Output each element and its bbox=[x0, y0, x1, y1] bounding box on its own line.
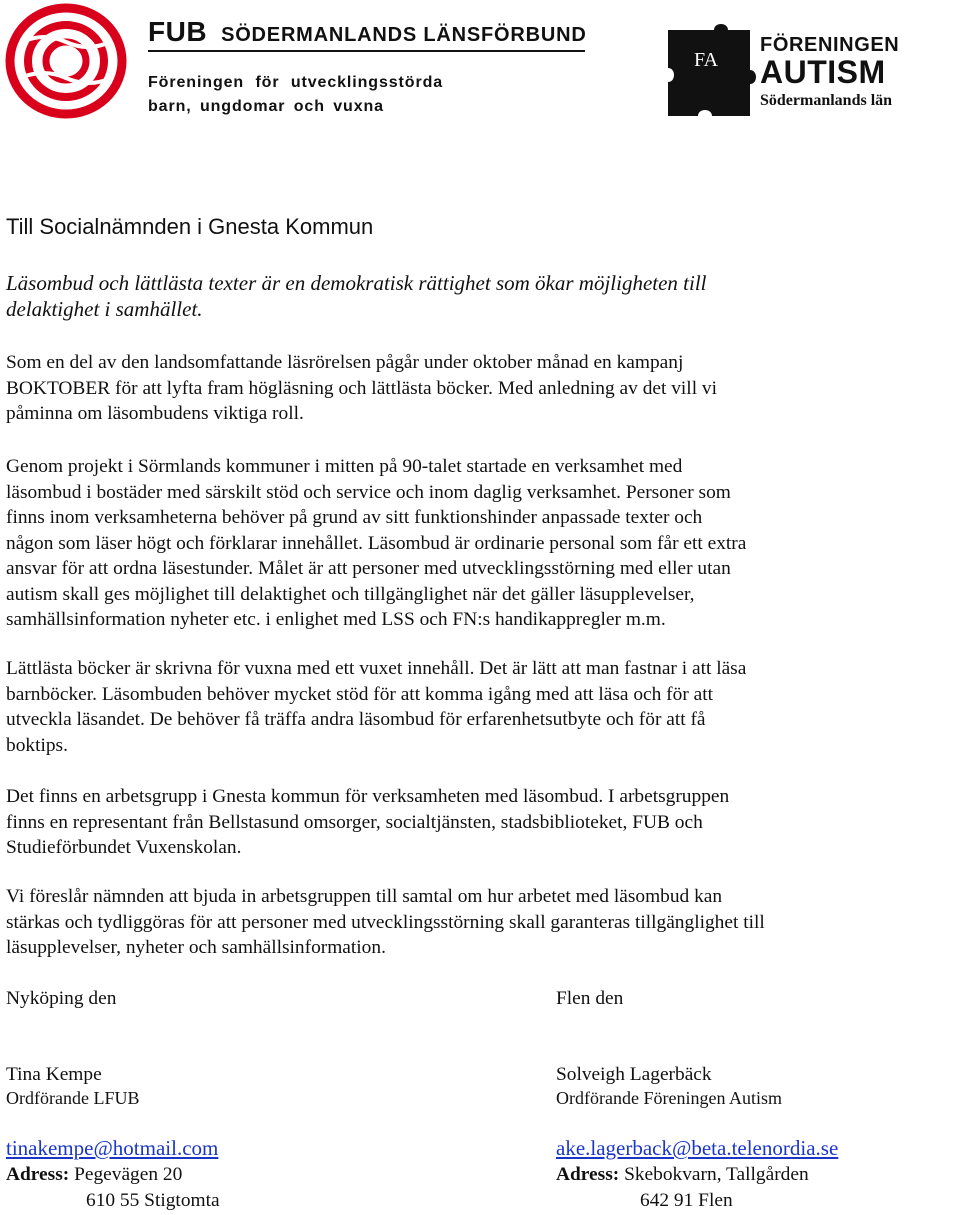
email-link-left[interactable]: tinakempe@hotmail.com bbox=[6, 1136, 219, 1160]
paragraph-line: Som en del av den landsomfattande läsrörelsen pågår under oktober månad en kampanj bbox=[6, 352, 684, 373]
address-value: Skebokvarn, Tallgården bbox=[624, 1164, 809, 1185]
paragraph-line: samhällsinformation nyheter etc. i enlighet med LSS och FN:s handikappregler m.m. bbox=[6, 609, 666, 630]
address-label: Adress: bbox=[6, 1164, 70, 1185]
fub-logo bbox=[4, 2, 128, 120]
paragraph-line: ansvar för att ordna läsestunder. Målet är att personer med utvecklingsstörning med eller utan bbox=[6, 558, 731, 579]
paragraph-line: Vi föreslår nämnden att bjuda in arbetsgruppen till samtal om hur arbetet med läsombud kan bbox=[6, 886, 723, 907]
signatory-role-left: Ordförande LFUB bbox=[6, 1088, 140, 1108]
paragraph-line: någon som läser högt och förklarar innehållet. Läsombud är ordinarie personal som får ett extra bbox=[6, 532, 747, 554]
paragraph-line: Lättlästa böcker är skrivna för vuxna med ett vuxet innehåll. Det är lätt att man fastnar i att läsa bbox=[6, 658, 747, 679]
org-tagline-line1: Föreningen för utvecklingsstörda bbox=[148, 74, 444, 91]
org-short: FUB bbox=[148, 16, 208, 47]
lead-line: Läsombud och lättlästa texter är en demokratisk rättighet som ökar möjligheten till bbox=[6, 271, 707, 295]
partner-line3: Södermanlands län bbox=[760, 92, 893, 109]
paragraph-line: Det finns en arbetsgrupp i Gnesta kommun för verksamheten med läsombud. I arbetsgruppen bbox=[6, 786, 730, 807]
zip-city-right: 642 91 Flen bbox=[640, 1190, 733, 1211]
address-label: Adress: bbox=[556, 1164, 620, 1185]
signatory-name-right: Solveigh Lagerbäck bbox=[556, 1064, 712, 1085]
paragraph-easy-read-books bbox=[6, 656, 954, 758]
address-value: Pegevägen 20 bbox=[74, 1164, 183, 1185]
paragraph-line: finns inom verksamheterna behöver på grund av sitt funktionshinder anpassade texter och bbox=[6, 507, 703, 528]
paragraph-line: boktips. bbox=[6, 734, 68, 756]
signature-place-left: Nyköping den bbox=[6, 988, 117, 1009]
paragraph-line: stärkas och tydliggöras för att personer med utvecklingsstörning skall garanteras tillgänglighet till bbox=[6, 911, 765, 933]
signature-place-right: Flen den bbox=[556, 988, 624, 1009]
paragraph-line: BOKTOBER för att lyfta fram högläsning och lättlästa böcker. Med anledning av det vill vi bbox=[6, 377, 718, 399]
recipient: Till Socialnämnden i Gnesta Kommun bbox=[6, 214, 374, 239]
signatory-name-left: Tina Kempe bbox=[6, 1064, 102, 1085]
paragraph-project bbox=[6, 454, 954, 633]
paragraph-line: utveckla läsandet. De behöver få träffa andra läsombud för erfarenhetsutbyte och för att få bbox=[6, 709, 706, 730]
lead-line: delaktighet i samhället. bbox=[6, 297, 203, 321]
paragraph-line: läsombud i bostäder med särskilt stöd och service och inom daglig verksamhet. Personer som bbox=[6, 481, 731, 503]
paragraph-line: Studieförbundet Vuxenskolan. bbox=[6, 837, 242, 858]
header-rule bbox=[148, 50, 585, 52]
paragraph-line: Genom projekt i Sörmlands kommuner i mitten på 90-talet startade en verksamhet med bbox=[6, 456, 683, 477]
paragraph-proposal bbox=[6, 884, 954, 961]
paragraph-boktober bbox=[6, 350, 954, 427]
address-left bbox=[6, 1162, 182, 1187]
paragraph-working-group bbox=[6, 784, 954, 861]
org-region: SÖDERMANLANDS LÄNSFÖRBUND bbox=[221, 24, 587, 46]
org-tagline-line2: barn, ungdomar och vuxna bbox=[148, 98, 384, 115]
partner-line2: AUTISM bbox=[760, 54, 886, 90]
paragraph-line: läsupplevelser, nyheter och samhällsinformation. bbox=[6, 937, 386, 958]
signatory-role-right: Ordförande Föreningen Autism bbox=[556, 1088, 782, 1108]
paragraph-line: barnböcker. Läsombuden behöver mycket stöd för att komma igång med att läsa och för att bbox=[6, 683, 714, 705]
fa-badge: FA bbox=[693, 49, 719, 71]
partner-line1: FÖRENINGEN bbox=[760, 34, 900, 56]
org-name bbox=[148, 16, 587, 48]
lead-statement bbox=[6, 270, 936, 322]
address-right bbox=[556, 1162, 809, 1187]
paragraph-line: finns en representant från Bellstasund omsorger, socialtjänsten, stadsbiblioteket, FUB och bbox=[6, 811, 703, 833]
zip-city-left: 610 55 Stigtomta bbox=[86, 1190, 220, 1211]
email-link-right[interactable]: ake.lagerback@beta.telenordia.se bbox=[556, 1136, 839, 1160]
paragraph-line: autism skall ges möjlighet till delaktighet och tillgänglighet när det gäller läsupplevelser, bbox=[6, 583, 695, 605]
paragraph-line: påminna om läsombudens viktiga roll. bbox=[6, 403, 304, 424]
